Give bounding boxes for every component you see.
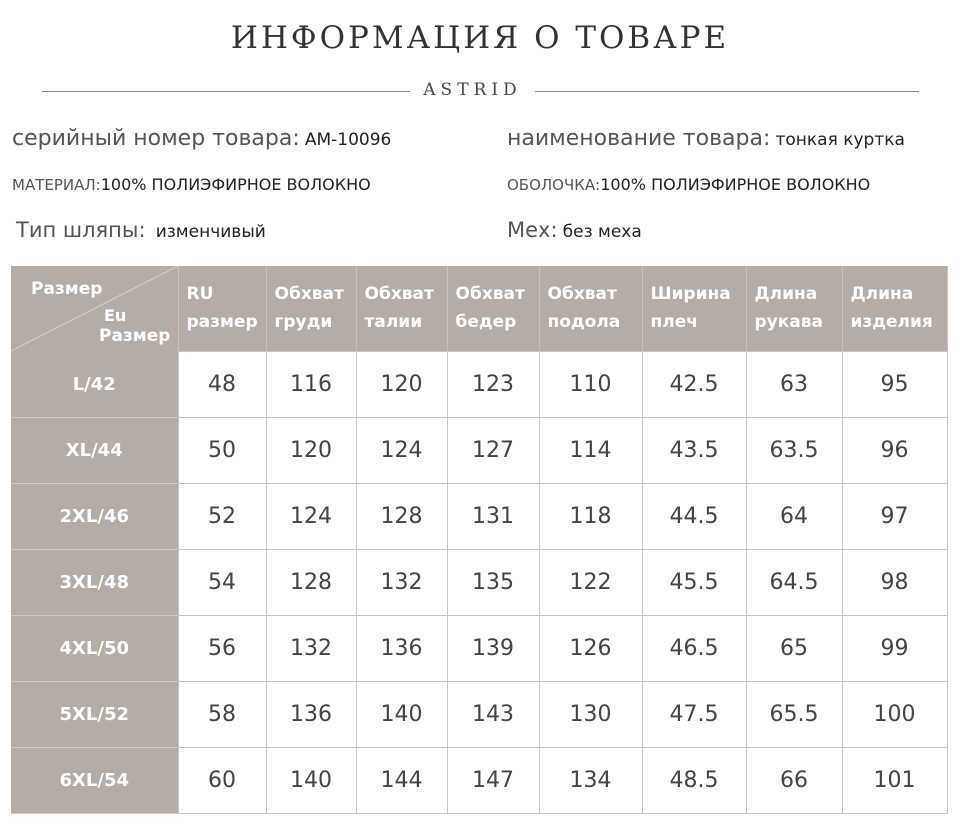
size-label: XL/44 — [11, 418, 178, 484]
size-label: L/42 — [11, 352, 178, 418]
table-cell: 110 — [539, 352, 642, 418]
material-value: 100% ПОЛИЭФИРНОЕ ВОЛОКНО — [100, 175, 371, 194]
table-cell: 140 — [266, 748, 356, 814]
table-row — [11, 550, 947, 616]
table-cell: 135 — [447, 550, 539, 616]
fur — [507, 218, 642, 242]
table-cell: 97 — [842, 484, 947, 550]
table-cell: 116 — [266, 352, 356, 418]
column-header — [356, 266, 447, 352]
table-cell: 50 — [178, 418, 266, 484]
table-cell: 56 — [178, 616, 266, 682]
table-cell: 132 — [266, 616, 356, 682]
table-cell: 136 — [266, 682, 356, 748]
table-cell: 54 — [178, 550, 266, 616]
column-header-line: талии — [364, 311, 423, 332]
table-cell: 120 — [356, 352, 447, 418]
table-cell: 101 — [842, 748, 947, 814]
material — [12, 175, 371, 194]
brand-name: ASTRID — [423, 80, 522, 100]
serial-value: AM-10096 — [304, 130, 392, 150]
table-cell: 45.5 — [642, 550, 746, 616]
table-cell: 64 — [746, 484, 842, 550]
table-cell: 128 — [356, 484, 447, 550]
page-title: ИНФОРМАЦИЯ О ТОВАРЕ — [230, 20, 730, 56]
product-name — [507, 126, 905, 151]
material-label: МАТЕРИАЛ: — [12, 176, 101, 194]
divider-line-left — [42, 91, 410, 92]
column-header — [178, 266, 266, 352]
corner-eu-label: Eu — [104, 306, 127, 325]
table-cell: 124 — [356, 418, 447, 484]
corner-header — [11, 266, 178, 352]
table-cell: 44.5 — [642, 484, 746, 550]
column-header — [842, 266, 947, 352]
table-cell: 128 — [266, 550, 356, 616]
column-header — [539, 266, 642, 352]
column-header-line: бедер — [455, 311, 517, 332]
table-row — [11, 352, 947, 418]
fur-label: Мех: — [507, 218, 558, 242]
column-header-line: груди — [274, 311, 333, 332]
table-cell: 42.5 — [642, 352, 746, 418]
hat-type-label: Тип шляпы: — [16, 218, 146, 242]
shell — [507, 175, 870, 194]
table-cell: 99 — [842, 616, 947, 682]
column-header-line: рукава — [754, 311, 823, 332]
table-cell: 95 — [842, 352, 947, 418]
table-cell: 136 — [356, 616, 447, 682]
table-cell: 46.5 — [642, 616, 746, 682]
table-cell: 60 — [178, 748, 266, 814]
table-cell: 122 — [539, 550, 642, 616]
table-row — [11, 682, 947, 748]
table-cell: 43.5 — [642, 418, 746, 484]
table-cell: 63.5 — [746, 418, 842, 484]
table-cell: 66 — [746, 748, 842, 814]
table-cell: 131 — [447, 484, 539, 550]
table-cell: 114 — [539, 418, 642, 484]
table-cell: 143 — [447, 682, 539, 748]
table-cell: 64.5 — [746, 550, 842, 616]
size-label: 2XL/46 — [11, 484, 178, 550]
table-cell: 144 — [356, 748, 447, 814]
column-header — [642, 266, 746, 352]
size-label: 4XL/50 — [11, 616, 178, 682]
corner-eu-size-label: Размер — [99, 326, 171, 346]
divider-line-right — [535, 91, 919, 92]
table-cell: 126 — [539, 616, 642, 682]
column-header-line: Длина — [850, 284, 914, 305]
table-cell: 123 — [447, 352, 539, 418]
table-cell: 100 — [842, 682, 947, 748]
column-header-line: размер — [186, 311, 258, 332]
column-header — [266, 266, 356, 352]
size-label: 5XL/52 — [11, 682, 178, 748]
column-header — [746, 266, 842, 352]
column-header-line: Длина — [754, 284, 818, 305]
column-header-line: Обхват — [455, 284, 525, 305]
size-table — [11, 266, 948, 814]
column-header-line: Обхват — [547, 284, 617, 305]
table-row — [11, 616, 947, 682]
table-cell: 124 — [266, 484, 356, 550]
table-row — [11, 484, 947, 550]
product-name-label: наименование товара: — [507, 126, 771, 151]
column-header-line: Ширина — [650, 284, 731, 305]
serial-number — [12, 126, 391, 151]
table-cell: 139 — [447, 616, 539, 682]
hat-type — [16, 218, 266, 242]
table-row — [11, 418, 947, 484]
table-cell: 147 — [447, 748, 539, 814]
table-cell: 63 — [746, 352, 842, 418]
shell-label: ОБОЛОЧКА: — [507, 176, 601, 194]
column-header-line: изделия — [850, 311, 933, 332]
table-cell: 134 — [539, 748, 642, 814]
table-cell: 52 — [178, 484, 266, 550]
table-cell: 132 — [356, 550, 447, 616]
brand-divider — [42, 80, 919, 104]
size-label: 6XL/54 — [11, 748, 178, 814]
column-header-line: плеч — [650, 311, 698, 332]
table-cell: 98 — [842, 550, 947, 616]
table-cell: 48 — [178, 352, 266, 418]
column-header-line: RU — [186, 284, 214, 305]
table-cell: 58 — [178, 682, 266, 748]
column-header-line: Обхват — [364, 284, 434, 305]
table-cell: 120 — [266, 418, 356, 484]
table-cell: 118 — [539, 484, 642, 550]
table-cell: 47.5 — [642, 682, 746, 748]
column-header-line: подола — [547, 311, 621, 332]
table-cell: 96 — [842, 418, 947, 484]
size-label: 3XL/48 — [11, 550, 178, 616]
table-cell: 127 — [447, 418, 539, 484]
table-row — [11, 748, 947, 814]
table-cell: 140 — [356, 682, 447, 748]
hat-type-value: изменчивый — [155, 222, 266, 242]
corner-size-label: Размер — [31, 279, 103, 299]
table-header-row — [11, 266, 947, 352]
column-header-line: Обхват — [274, 284, 344, 305]
table-cell: 65 — [746, 616, 842, 682]
table-cell: 130 — [539, 682, 642, 748]
table-cell: 65.5 — [746, 682, 842, 748]
product-name-value: тонкая куртка — [775, 130, 905, 150]
serial-label: серийный номер товара: — [12, 126, 300, 151]
column-header — [447, 266, 539, 352]
shell-value: 100% ПОЛИЭФИРНОЕ ВОЛОКНО — [600, 175, 871, 194]
table-cell: 48.5 — [642, 748, 746, 814]
fur-value: без меха — [562, 222, 642, 242]
